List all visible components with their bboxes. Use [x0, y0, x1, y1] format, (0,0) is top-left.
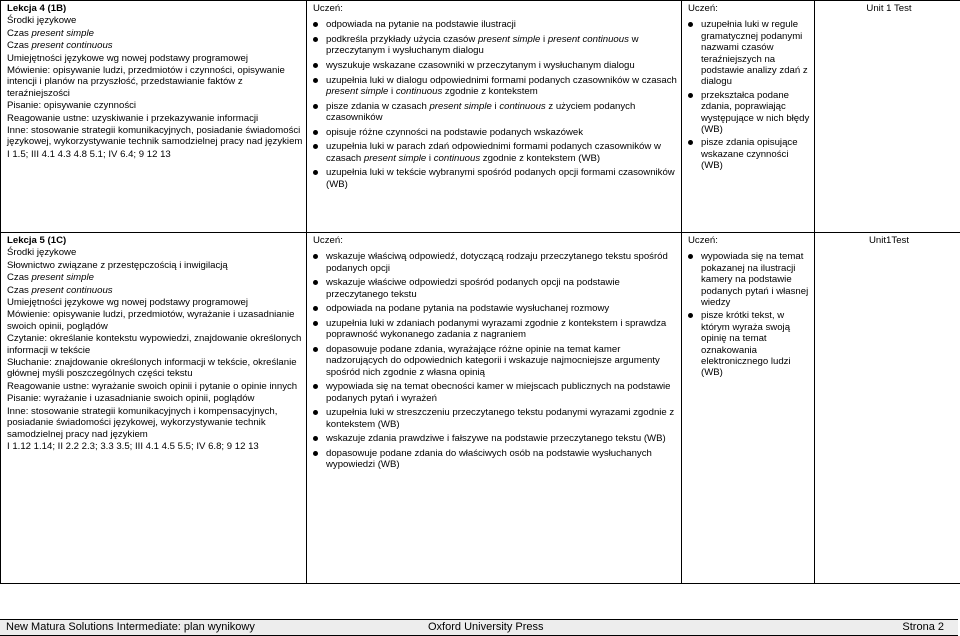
skill-category-label: Inne: [7, 405, 26, 417]
requirement-item: wyszukuje wskazane czasowniki w przeczytanym i wysłuchanym dialogu: [313, 60, 678, 71]
grammar-item: Czas present simple: [7, 27, 94, 39]
requirement-item: wypowiada się na temat obecności kamer w miejscach publicznych na podstawie podanych pytań i wyrażeń: [313, 381, 678, 404]
requirement-item: wskazuje właściwe odpowiedzi spośród podanych opcji na podstawie przeczytanego tekstu: [313, 277, 678, 300]
skill-category-label: Mówienie: [7, 65, 48, 77]
grammar-item-text: present continuous: [31, 40, 113, 52]
requirement-item: wskazuje właściwą odpowiedź, dotyczącą rodzaju przeczytanego tekstu spośród podanych opcji: [313, 251, 678, 274]
requirement-item: opisuje różne czynności na podstawie podanych wskazówek: [313, 127, 678, 138]
requirement-item: odpowiada na podane pytania na podstawie wysłuchanej rozmowy: [313, 303, 678, 314]
detail-text: I 1.12 1.14; II 2.2 2.3; 3.3 3.5; III 4.1 4.5 5.5; IV 6.8; 9 12 13: [7, 440, 259, 452]
skill-category-text: : opisywanie ludzi, przedmiotów i czynności, opisywanie intencji i planów na przyszłość, przedstawianie faktów z teraźniejszości: [7, 65, 285, 99]
skill-category-text: : znajdowanie określonych informacji w tekście, określanie głównej myśli poszczególnych części tekstu: [7, 357, 297, 380]
unit-test-cell: [815, 233, 960, 584]
skill-category: [7, 381, 303, 392]
detail-text: Słownictwo związane z przestępczością i inwigilacją: [7, 259, 228, 271]
requirement-item: dopasowuje podane zdania do właściwych osób na podstawie wysłuchanych wypowiedzi (WB): [313, 448, 678, 471]
skill-category: [7, 125, 303, 148]
basic-requirements-list: [313, 251, 678, 470]
pupil-header: Uczeń:: [688, 3, 718, 14]
detail-text: I 1.5; III 4.1 4.3 4.8 5.1; IV 6.4; 9 12 13: [7, 148, 171, 160]
lesson-title: Lekcja 4 (1B): [7, 3, 67, 14]
unit-test-cell: [815, 1, 960, 233]
lesson-content-cell: [1, 233, 307, 584]
requirement-item: uzupełnia luki w dialogu odpowiednimi formami podanych czasowników w czasach present simple i continuous zgodnie z kontekstem: [313, 75, 678, 98]
requirement-item: uzupełnia luki w regule gramatycznej podanymi nazwami czasów teraźniejszych na podstawie analizy zdań z dialogu: [688, 19, 811, 87]
skill-category: [7, 65, 303, 99]
section-heading: Umiejętności językowe wg nowej podstawy programowej: [7, 297, 249, 309]
requirement-item: pisze zdania w czasach present simple i continuous z użyciem podanych czasowników: [313, 101, 678, 124]
basic-requirements-cell: [307, 1, 682, 233]
requirement-item: dopasowuje podane zdania, wyrażające różne opinie na temat kamer nadzorujących do odpowiednich kategorii i wskazuje najmocniejsze argumenty spośród nich zgodnie z własna opinią: [313, 344, 678, 378]
skill-category-label: Słuchanie: [7, 357, 50, 369]
requirement-item: pisze zdania opisujące wskazane czynności (WB): [688, 137, 811, 171]
grammar-item: Czas present continuous: [7, 40, 113, 52]
page-footer: [0, 619, 958, 636]
grammar-item-text: present simple: [31, 27, 94, 39]
requirement-item: wskazuje zdania prawdziwe i fałszywe na podstawie przeczytanego tekstu (WB): [313, 433, 678, 444]
skill-category-text: : stosowanie strategii komunikacyjnych, posiadanie świadomości językowej, wykorzystywanie technik samodzielnej pracy nad językiem: [7, 125, 303, 148]
grammar-item-text: present continuous: [31, 284, 113, 296]
requirement-item: podkreśla przykłady użycia czasów present simple i present continuous w przeczytanym i wysłuchanym dialogu: [313, 34, 678, 57]
skill-category: [7, 393, 303, 404]
skill-category-label: Inne: [7, 125, 26, 137]
footer-page-number: Strona 2: [902, 621, 944, 633]
skill-category: [7, 357, 303, 380]
lesson-details: [7, 247, 303, 452]
skill-category-text: : uzyskiwanie i przekazywanie informacji: [86, 112, 259, 124]
requirement-item: uzupełnia luki w tekście wybranymi spośród podanych opcji formami czasowników (WB): [313, 167, 678, 190]
skill-category: [7, 100, 303, 111]
skill-category-label: Czytanie: [7, 333, 45, 345]
skill-category-text: : wyrażanie swoich opinii i pytanie o opinie innych: [86, 380, 298, 392]
skill-category-text: : opisywanie czynności: [38, 100, 137, 112]
unit-test-label: Unit1Test: [869, 235, 909, 246]
grammar-item: Czas present continuous: [7, 284, 113, 296]
lesson-title: Lekcja 5 (1C): [7, 235, 67, 246]
extended-requirements-cell: [682, 233, 815, 584]
skill-category-text: : określanie kontekstu wypowiedzi, znajdowanie określonych informacji w tekście: [7, 333, 302, 356]
skill-category-text: : stosowanie strategii komunikacyjnych i kompensacyjnych, posiadanie świadomości językowej, wykorzystywanie technik samodzielnej pracy nad językiem: [7, 405, 278, 440]
basic-requirements-list: [313, 19, 678, 190]
requirement-item: uzupełnia luki w parach zdań odpowiednimi formami podanych czasowników w czasach present simple i continuous zgodnie z kontekstem (WB): [313, 141, 678, 164]
lesson-row: [1, 233, 960, 584]
skill-category-label: Pisanie: [7, 100, 39, 112]
skill-category: [7, 406, 303, 440]
requirement-item: wypowiada się na temat pokazanej na ilustracji kamery na podstawie podanych pytań i własnej wiedzy: [688, 251, 811, 308]
skill-category-label: Reagowanie ustne: [7, 112, 87, 124]
skill-category: [7, 333, 303, 356]
footer-publisher: Oxford University Press: [428, 621, 544, 633]
skill-category-text: : opisywanie ludzi, przedmiotów, wyrażanie i uzasadnianie swoich opinii, poglądów: [7, 309, 295, 332]
skill-category-label: Mówienie: [7, 309, 48, 321]
unit-test-label: Unit 1 Test: [866, 3, 912, 14]
basic-requirements-cell: [307, 233, 682, 584]
lesson-content-cell: [1, 1, 307, 233]
pupil-header: Uczeń:: [688, 235, 718, 246]
skill-category: [7, 309, 303, 332]
skill-category: [7, 113, 303, 124]
lesson-row: [1, 1, 960, 233]
grammar-item: Czas present simple: [7, 272, 94, 284]
extended-requirements-list: [688, 19, 811, 171]
extended-requirements-cell: [682, 1, 815, 233]
section-heading: Środki językowe: [7, 15, 77, 27]
lesson-details: [7, 15, 303, 160]
requirement-item: uzupełnia luki w streszczeniu przeczytanego tekstu podanymi wyrazami zgodnie z kontekstem (WB): [313, 407, 678, 430]
skill-category-label: Pisanie: [7, 393, 39, 405]
requirement-item: odpowiada na pytanie na podstawie ilustracji: [313, 19, 678, 30]
requirement-item: uzupełnia luki w zdaniach podanymi wyrazami zgodnie z kontekstem i sprawdza poprawność wykonanego zadania z nagraniem: [313, 318, 678, 341]
extended-requirements-list: [688, 251, 811, 378]
section-heading: Środki językowe: [7, 247, 77, 259]
requirement-item: pisze krótki tekst, w którym wyraża swoją opinię na temat oznakowania elektronicznego ludzi (WB): [688, 310, 811, 378]
section-heading: Umiejętności językowe wg nowej podstawy programowej: [7, 52, 249, 64]
grammar-item-text: present simple: [31, 272, 94, 284]
pupil-header: Uczeń:: [313, 3, 343, 14]
skill-category-text: : wyrażanie i uzasadnianie swoich opinii, poglądów: [38, 393, 255, 405]
skill-category-label: Reagowanie ustne: [7, 380, 87, 392]
pupil-header: Uczeń:: [313, 235, 343, 246]
footer-title: New Matura Solutions Intermediate: plan wynikowy: [6, 621, 255, 633]
requirement-item: przekształca podane zdania, poprawiając występujące w nich błędy (WB): [688, 90, 811, 136]
